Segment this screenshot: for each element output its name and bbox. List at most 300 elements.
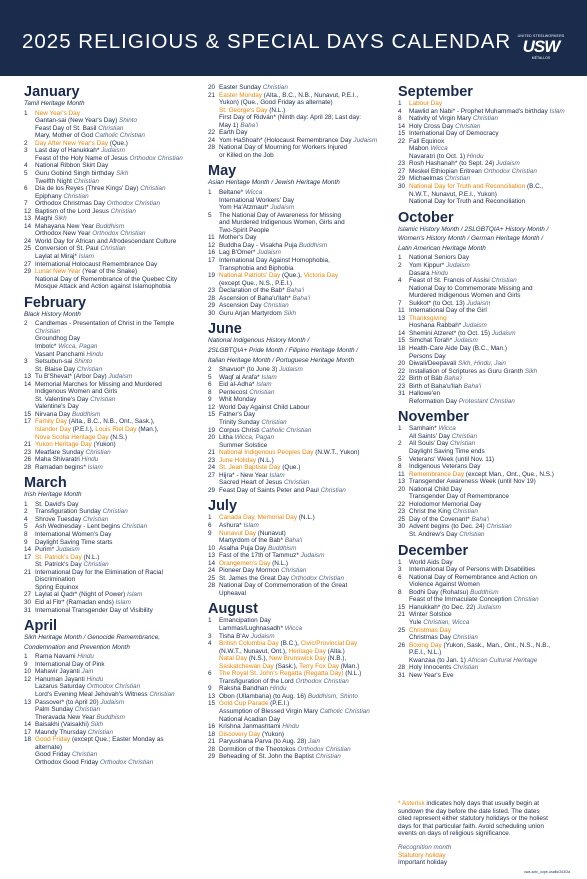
- statutory-holiday-name: June Holiday: [219, 456, 256, 464]
- calendar-entry: [24, 599, 204, 607]
- recognition-month: 2SLGBTQIA+ Pride Month / Filipino Heritage Month /: [208, 346, 359, 354]
- entry-lines: [219, 723, 388, 731]
- tradition-label: Judaism: [477, 603, 501, 611]
- day-number: 20: [398, 485, 406, 493]
- calendar-entry: [208, 575, 388, 583]
- calendar-entry: [24, 441, 204, 449]
- entry-line: [35, 170, 204, 178]
- calendar-entry: [24, 449, 204, 457]
- entry-lines: [409, 168, 578, 176]
- tradition-label: Judaism: [454, 337, 478, 345]
- calendar-entry: [208, 374, 388, 382]
- entry-lines: [409, 574, 578, 589]
- entry-line: [219, 738, 388, 746]
- calendar-entry: [24, 464, 204, 472]
- tradition-label: Wicca: [284, 625, 303, 632]
- event-name: National Child Day: [409, 485, 462, 493]
- event-name: World Aids Day: [409, 558, 453, 566]
- event-name: Pioneer Day Mormon: [219, 567, 282, 575]
- event-name: National Day of Mourning for Workers Injured: [219, 144, 348, 152]
- tradition-label: Judaism: [257, 249, 281, 257]
- tradition-label: Christian: [452, 508, 478, 516]
- entry-lines: [35, 699, 204, 722]
- day-number: 15: [398, 603, 406, 611]
- entry-line: [409, 300, 578, 308]
- event-name: Hallowe'en: [409, 390, 441, 398]
- entry-line: [219, 663, 388, 671]
- entry-lines: [35, 607, 204, 615]
- entry-lines: [35, 569, 204, 592]
- entry-line: [409, 574, 578, 582]
- event-name: Hijra* - New Year: [219, 471, 270, 479]
- event-name: Spring Equinox: [35, 583, 79, 591]
- tradition-label: Judaism: [446, 261, 470, 269]
- calendar-entry: [398, 508, 578, 516]
- day-number: 15: [208, 411, 216, 419]
- entry-lines: [35, 539, 204, 547]
- event-name: National Day to Commemorate Missing and: [409, 284, 533, 292]
- entry-lines: [219, 92, 388, 130]
- day-number: 28: [208, 294, 216, 302]
- asterisk-note-line-3: cited represent either statutory holidays or the holiest: [398, 815, 548, 823]
- tradition-label: Hindu: [86, 350, 104, 358]
- day-number: 11: [208, 234, 215, 242]
- day-number: 1: [24, 653, 28, 661]
- statutory-holiday-name: St. George's Day: [219, 106, 268, 114]
- tradition-label: Christian: [452, 634, 478, 642]
- calendar-entry: [398, 471, 578, 479]
- entry-line: [409, 307, 578, 315]
- calendar-entry: [208, 514, 388, 522]
- tradition-label: Judaism: [270, 204, 295, 212]
- calendar-entry: [208, 189, 388, 212]
- event-name: National Day of Remembrance and Action on: [409, 573, 537, 581]
- calendar-entry: [24, 539, 204, 547]
- day-number: 14: [24, 546, 32, 554]
- day-number: 4: [24, 515, 28, 523]
- tradition-label: Judaism: [55, 546, 80, 554]
- event-name: Valentine's Day: [35, 403, 79, 411]
- event-name: International Holocaust Remembrance Day: [35, 260, 158, 268]
- event-name: Mawlid an Nabi* - Prophet Muhammad's birthday: [409, 107, 550, 115]
- day-number: 5: [208, 211, 212, 219]
- entry-lines: [219, 427, 388, 435]
- day-number: 13: [24, 215, 32, 223]
- entry-lines: [35, 245, 204, 260]
- calendar-entry: [208, 464, 388, 472]
- event-name: Fall Equinox: [409, 137, 445, 145]
- entry-lines: [409, 463, 578, 471]
- entry-lines: [219, 693, 388, 701]
- calendar-entry: [398, 175, 578, 183]
- entry-line: [219, 144, 388, 152]
- calendar-entry: [208, 449, 388, 457]
- entry-lines: [219, 670, 388, 685]
- statutory-holiday-name: Saskatchewan Day: [219, 662, 274, 670]
- calendar-entry: [208, 212, 388, 235]
- entry-line: [35, 676, 204, 684]
- day-number: 15: [24, 410, 32, 418]
- entry-line: [409, 657, 578, 665]
- day-number: 2: [398, 261, 402, 269]
- day-number: 21: [208, 738, 216, 746]
- entry-line: [219, 582, 388, 590]
- calendar-entry: [398, 262, 578, 277]
- month-name: December: [398, 542, 469, 559]
- tradition-label: Buddhism: [95, 222, 125, 230]
- calendar-entry: [24, 418, 204, 441]
- asterisk-note-line-5: events on days of religious significance.: [398, 830, 511, 838]
- tradition-label: Christian: [35, 327, 61, 335]
- entry-lines: [409, 254, 578, 262]
- entry-line: [219, 295, 388, 303]
- day-number: 16: [208, 249, 216, 257]
- entry-lines: [35, 449, 204, 457]
- day-number: 18: [398, 345, 406, 352]
- calendar-entry: [208, 457, 388, 465]
- tradition-label: Islam: [127, 591, 143, 599]
- calendar-entry: [398, 523, 578, 538]
- column-2: [208, 84, 388, 765]
- entry-lines: [409, 277, 578, 300]
- statutory-holiday-name: Nova Scotia Heritage Day: [35, 433, 109, 441]
- entry-lines: [35, 653, 204, 661]
- day-number: 9: [24, 538, 28, 546]
- entry-line: [219, 84, 388, 92]
- entry-lines: [219, 302, 388, 310]
- entry-lines: [409, 516, 578, 524]
- tradition-label: Christian: [261, 418, 287, 426]
- entry-line: [35, 155, 204, 163]
- calendar-entry: [208, 567, 388, 575]
- tradition-label: Buddhism: [298, 241, 328, 249]
- entry-line: [35, 147, 204, 155]
- entry-line: [409, 100, 578, 108]
- event-name: Epiphany: [35, 192, 64, 200]
- calendar-entry: [24, 110, 204, 140]
- entry-lines: [35, 320, 204, 358]
- statutory-holiday-name: Yukon Heritage Day: [35, 441, 92, 449]
- day-number: 12: [208, 403, 216, 411]
- entry-lines: [409, 100, 578, 108]
- month-name: October: [398, 209, 454, 226]
- entry-line: [409, 138, 578, 146]
- event-name: Mahayana New Year: [35, 222, 96, 230]
- calendar-entry: [24, 320, 204, 358]
- entry-lines: [35, 208, 204, 216]
- day-number: 29: [208, 753, 216, 761]
- event-name: (Sask.),: [273, 662, 300, 670]
- tradition-label: Islam: [243, 521, 259, 529]
- entry-line: [219, 389, 388, 397]
- calendar-entry: [398, 604, 578, 612]
- entry-line: [35, 584, 204, 592]
- month-name: July: [208, 498, 238, 515]
- statutory-holiday-name: Easter Monday: [219, 91, 262, 99]
- calendar-entry: [24, 508, 204, 516]
- calendar-entry: [24, 607, 204, 615]
- entry-lines: [219, 84, 388, 92]
- entry-lines: [409, 108, 578, 116]
- entry-lines: [219, 212, 388, 235]
- entry-line: [35, 456, 204, 464]
- entry-lines: [219, 560, 388, 568]
- day-number: 1: [208, 514, 212, 522]
- entry-line: [409, 277, 578, 285]
- entry-line: [409, 634, 578, 642]
- event-name: International Transgender Day of Visibility: [35, 606, 153, 614]
- calendar-entry: [208, 545, 388, 553]
- calendar-entry: [208, 234, 388, 242]
- entry-line: [409, 672, 578, 680]
- event-name: Beheading of St. John the Baptist: [219, 753, 316, 761]
- entry-lines: [35, 676, 204, 699]
- day-number: 6: [24, 185, 28, 193]
- event-name: Tisha B'Av: [219, 632, 251, 640]
- event-name: Yom HaShoah* (Holocaust Remembrance Day: [219, 136, 354, 144]
- entry-line: [35, 729, 204, 737]
- entry-lines: [219, 731, 388, 739]
- tradition-label: Sikh, Hindu, Jain: [458, 360, 506, 368]
- event-name: Mabon: [409, 145, 431, 153]
- calendar-entry: [208, 530, 388, 545]
- tradition-label: Hindu: [282, 723, 299, 731]
- day-number: 6: [208, 670, 212, 678]
- entry-lines: [219, 633, 388, 641]
- month-name: April: [24, 618, 58, 635]
- legend-important-holiday: Important holiday: [398, 859, 448, 867]
- entry-line: [35, 691, 204, 699]
- entry-line: [219, 374, 388, 382]
- month-july: [208, 498, 388, 597]
- day-number: 6: [398, 573, 402, 581]
- tradition-label: Christian: [82, 515, 109, 523]
- day-number: 3: [24, 147, 28, 155]
- event-name: Shemini Atzeret* (to Oct. 15): [409, 329, 492, 337]
- tradition-label: Jain: [81, 668, 94, 676]
- entry-line: [35, 178, 204, 186]
- entry-line: [409, 566, 578, 574]
- calendar-entry: [208, 434, 388, 449]
- day-number: 30: [208, 309, 216, 317]
- entry-line: [409, 581, 578, 589]
- tradition-label: Sikh: [116, 169, 129, 177]
- tradition-label: Christian: [444, 175, 471, 183]
- event-name: Declaration of the Bab*: [219, 287, 287, 295]
- tradition-label: Christian: [472, 115, 499, 123]
- legend-statutory-holiday: Statutory holiday: [398, 851, 446, 859]
- event-name: All Saints' Day: [409, 432, 452, 440]
- event-name: Christ the King: [409, 508, 453, 516]
- tradition-label: Christian: [262, 84, 288, 91]
- tradition-label: Buddhism: [71, 410, 101, 418]
- entry-line: [35, 411, 204, 419]
- calendar-entry: [24, 736, 204, 766]
- entry-lines: [409, 478, 578, 486]
- event-name: Lammas/Lughnasadh*: [219, 625, 285, 632]
- entry-line: [409, 130, 578, 138]
- entry-lines: [35, 170, 204, 185]
- entry-line: [219, 427, 388, 435]
- entry-line: [219, 487, 388, 495]
- event-name: Holodomor Memorial Day: [409, 500, 482, 508]
- statutory-holiday-name: Family Day: [35, 418, 67, 426]
- entry-lines: [409, 486, 578, 501]
- calendar-entry: [24, 238, 204, 246]
- calendar-entry: [24, 170, 204, 185]
- day-number: 13: [208, 692, 216, 700]
- entry-line: [35, 751, 204, 759]
- calendar-entry: [208, 287, 388, 295]
- event-name: Advent begins (to Dec. 24): [409, 523, 487, 531]
- event-name: The National Day of Awareness for Missing: [219, 211, 342, 219]
- entry-line: [219, 434, 388, 442]
- entry-line: [219, 99, 388, 107]
- calendar-entry: [398, 115, 578, 123]
- entry-line: [35, 759, 204, 767]
- entry-line: [35, 117, 204, 125]
- entry-lines: [409, 664, 578, 672]
- event-name: Health-Care Aide Day (B.C., Man.): [409, 345, 508, 352]
- entry-lines: [409, 300, 578, 308]
- recognition-month: Islamic History Month / 2SLGBTQIA+ History Month /: [398, 225, 549, 233]
- day-number: 2: [398, 440, 402, 448]
- day-number: 25: [208, 574, 216, 582]
- tradition-label: Hindu: [269, 685, 287, 693]
- day-number: 24: [208, 464, 216, 472]
- day-number: 22: [398, 367, 406, 375]
- event-name: Diwali/Deepavali: [409, 360, 459, 368]
- statutory-holiday-name: St. Jean Baptiste Day: [219, 464, 281, 472]
- calendar-entry: [208, 685, 388, 693]
- event-name: Hanuman Jayanti: [35, 675, 87, 683]
- event-name: St. Blaise Day: [35, 365, 77, 373]
- day-number: 28: [208, 144, 216, 152]
- entry-line: [409, 375, 578, 383]
- event-name: Sacred Heart of Jesus: [219, 479, 285, 487]
- entry-line: [409, 292, 578, 300]
- calendar-entry: [398, 277, 578, 300]
- event-name: Whit Monday: [219, 396, 257, 404]
- calendar-entry: [208, 249, 388, 257]
- calendar-entry: [24, 223, 204, 238]
- calendar-entry: [398, 108, 578, 116]
- day-number: 21: [24, 441, 32, 449]
- entry-line: [219, 137, 388, 145]
- day-number: 31: [24, 606, 32, 614]
- tradition-label: Buddhism, Shinto: [307, 692, 358, 700]
- entry-lines: [219, 257, 388, 272]
- calendar-entry: [208, 522, 388, 530]
- calendar-entry: [398, 183, 578, 206]
- event-name: Nirvana Day: [35, 410, 72, 418]
- day-number: 23: [398, 508, 406, 516]
- day-number: 8: [24, 531, 28, 539]
- event-name: Winter Solstice: [409, 611, 452, 619]
- event-name: Conversion of St. Paul: [35, 245, 101, 253]
- tradition-label: Hindu: [86, 675, 104, 683]
- tradition-label: Christian: [87, 728, 114, 736]
- calendar-entry: [208, 242, 388, 250]
- calendar-entry: [208, 295, 388, 303]
- entry-line: [219, 678, 388, 686]
- event-name: Baisakhi (Vaisakhi): [35, 721, 91, 729]
- day-number: 1: [24, 109, 28, 117]
- entry-line: [35, 464, 204, 472]
- tradition-label: Buddhism: [268, 544, 297, 552]
- tradition-label: Christian: [263, 302, 289, 310]
- entry-line: [35, 215, 204, 223]
- day-number: 27: [208, 471, 216, 479]
- day-number: 2: [208, 366, 212, 374]
- calendar-entry: [24, 456, 204, 464]
- tradition-label: Judaism: [353, 136, 378, 144]
- month-name: August: [208, 601, 258, 618]
- day-number: 9: [208, 685, 212, 693]
- entry-line: [219, 731, 388, 739]
- event-name: Mosque Attack and Action against Islamophobia: [35, 283, 171, 291]
- entry-line: [219, 633, 388, 641]
- event-name: Birth of Baha'u'llah: [409, 382, 464, 390]
- entry-lines: [35, 554, 204, 569]
- entry-line: [219, 479, 388, 487]
- entry-line: [219, 670, 388, 678]
- calendar-entry: [398, 672, 578, 680]
- entry-line: [219, 404, 388, 412]
- day-number: 28: [208, 582, 216, 590]
- month-name: November: [398, 409, 469, 426]
- statutory-holiday-name: Day After New Year's Day: [35, 139, 108, 147]
- month-november: [398, 409, 578, 538]
- calendar-entry: [24, 185, 204, 200]
- entry-line: [409, 611, 578, 619]
- statutory-holiday-name: Canada Day, Memorial Day: [219, 514, 298, 522]
- entry-lines: [35, 523, 204, 531]
- event-name: Feast of the Holy Name of Jesus: [35, 154, 130, 162]
- calendar-entry: [398, 168, 578, 176]
- tradition-label: Baha'i: [284, 537, 303, 545]
- day-number: 23: [208, 287, 216, 295]
- tradition-label: Hindu: [431, 269, 449, 277]
- entry-line: [219, 723, 388, 731]
- calendar-entry: [24, 381, 204, 411]
- tradition-label: Christian: [459, 531, 485, 539]
- entry-line: [219, 537, 388, 545]
- calendar-entry: [208, 389, 388, 397]
- entry-line: [219, 648, 388, 656]
- day-number: 11: [398, 470, 405, 478]
- statutory-holiday-name: Labour Day: [409, 100, 443, 107]
- entry-lines: [219, 249, 388, 257]
- event-name: Ash Wednesday - Lent begins: [35, 523, 122, 531]
- entry-line: [409, 523, 578, 531]
- entry-line: [35, 132, 204, 140]
- event-name: St. Andrew's Day: [409, 531, 460, 539]
- day-number: 22: [398, 137, 406, 145]
- event-name: Mahavir Jayanti: [35, 668, 82, 676]
- entry-lines: [219, 514, 388, 522]
- entry-line: [409, 627, 578, 635]
- entry-lines: [219, 411, 388, 426]
- event-name: Rosh Hashanah* (to Sept. 24): [409, 160, 497, 168]
- event-name: Guru Arjan Martyrdom: [219, 309, 284, 317]
- event-name: Orthodox New Year: [35, 230, 93, 238]
- entry-line: [219, 152, 388, 160]
- statutory-holiday-name: Victoria Day: [303, 272, 339, 280]
- entry-lines: [35, 736, 204, 766]
- event-name: Orthodox Good Friday: [35, 758, 101, 766]
- day-number: 1: [398, 425, 402, 433]
